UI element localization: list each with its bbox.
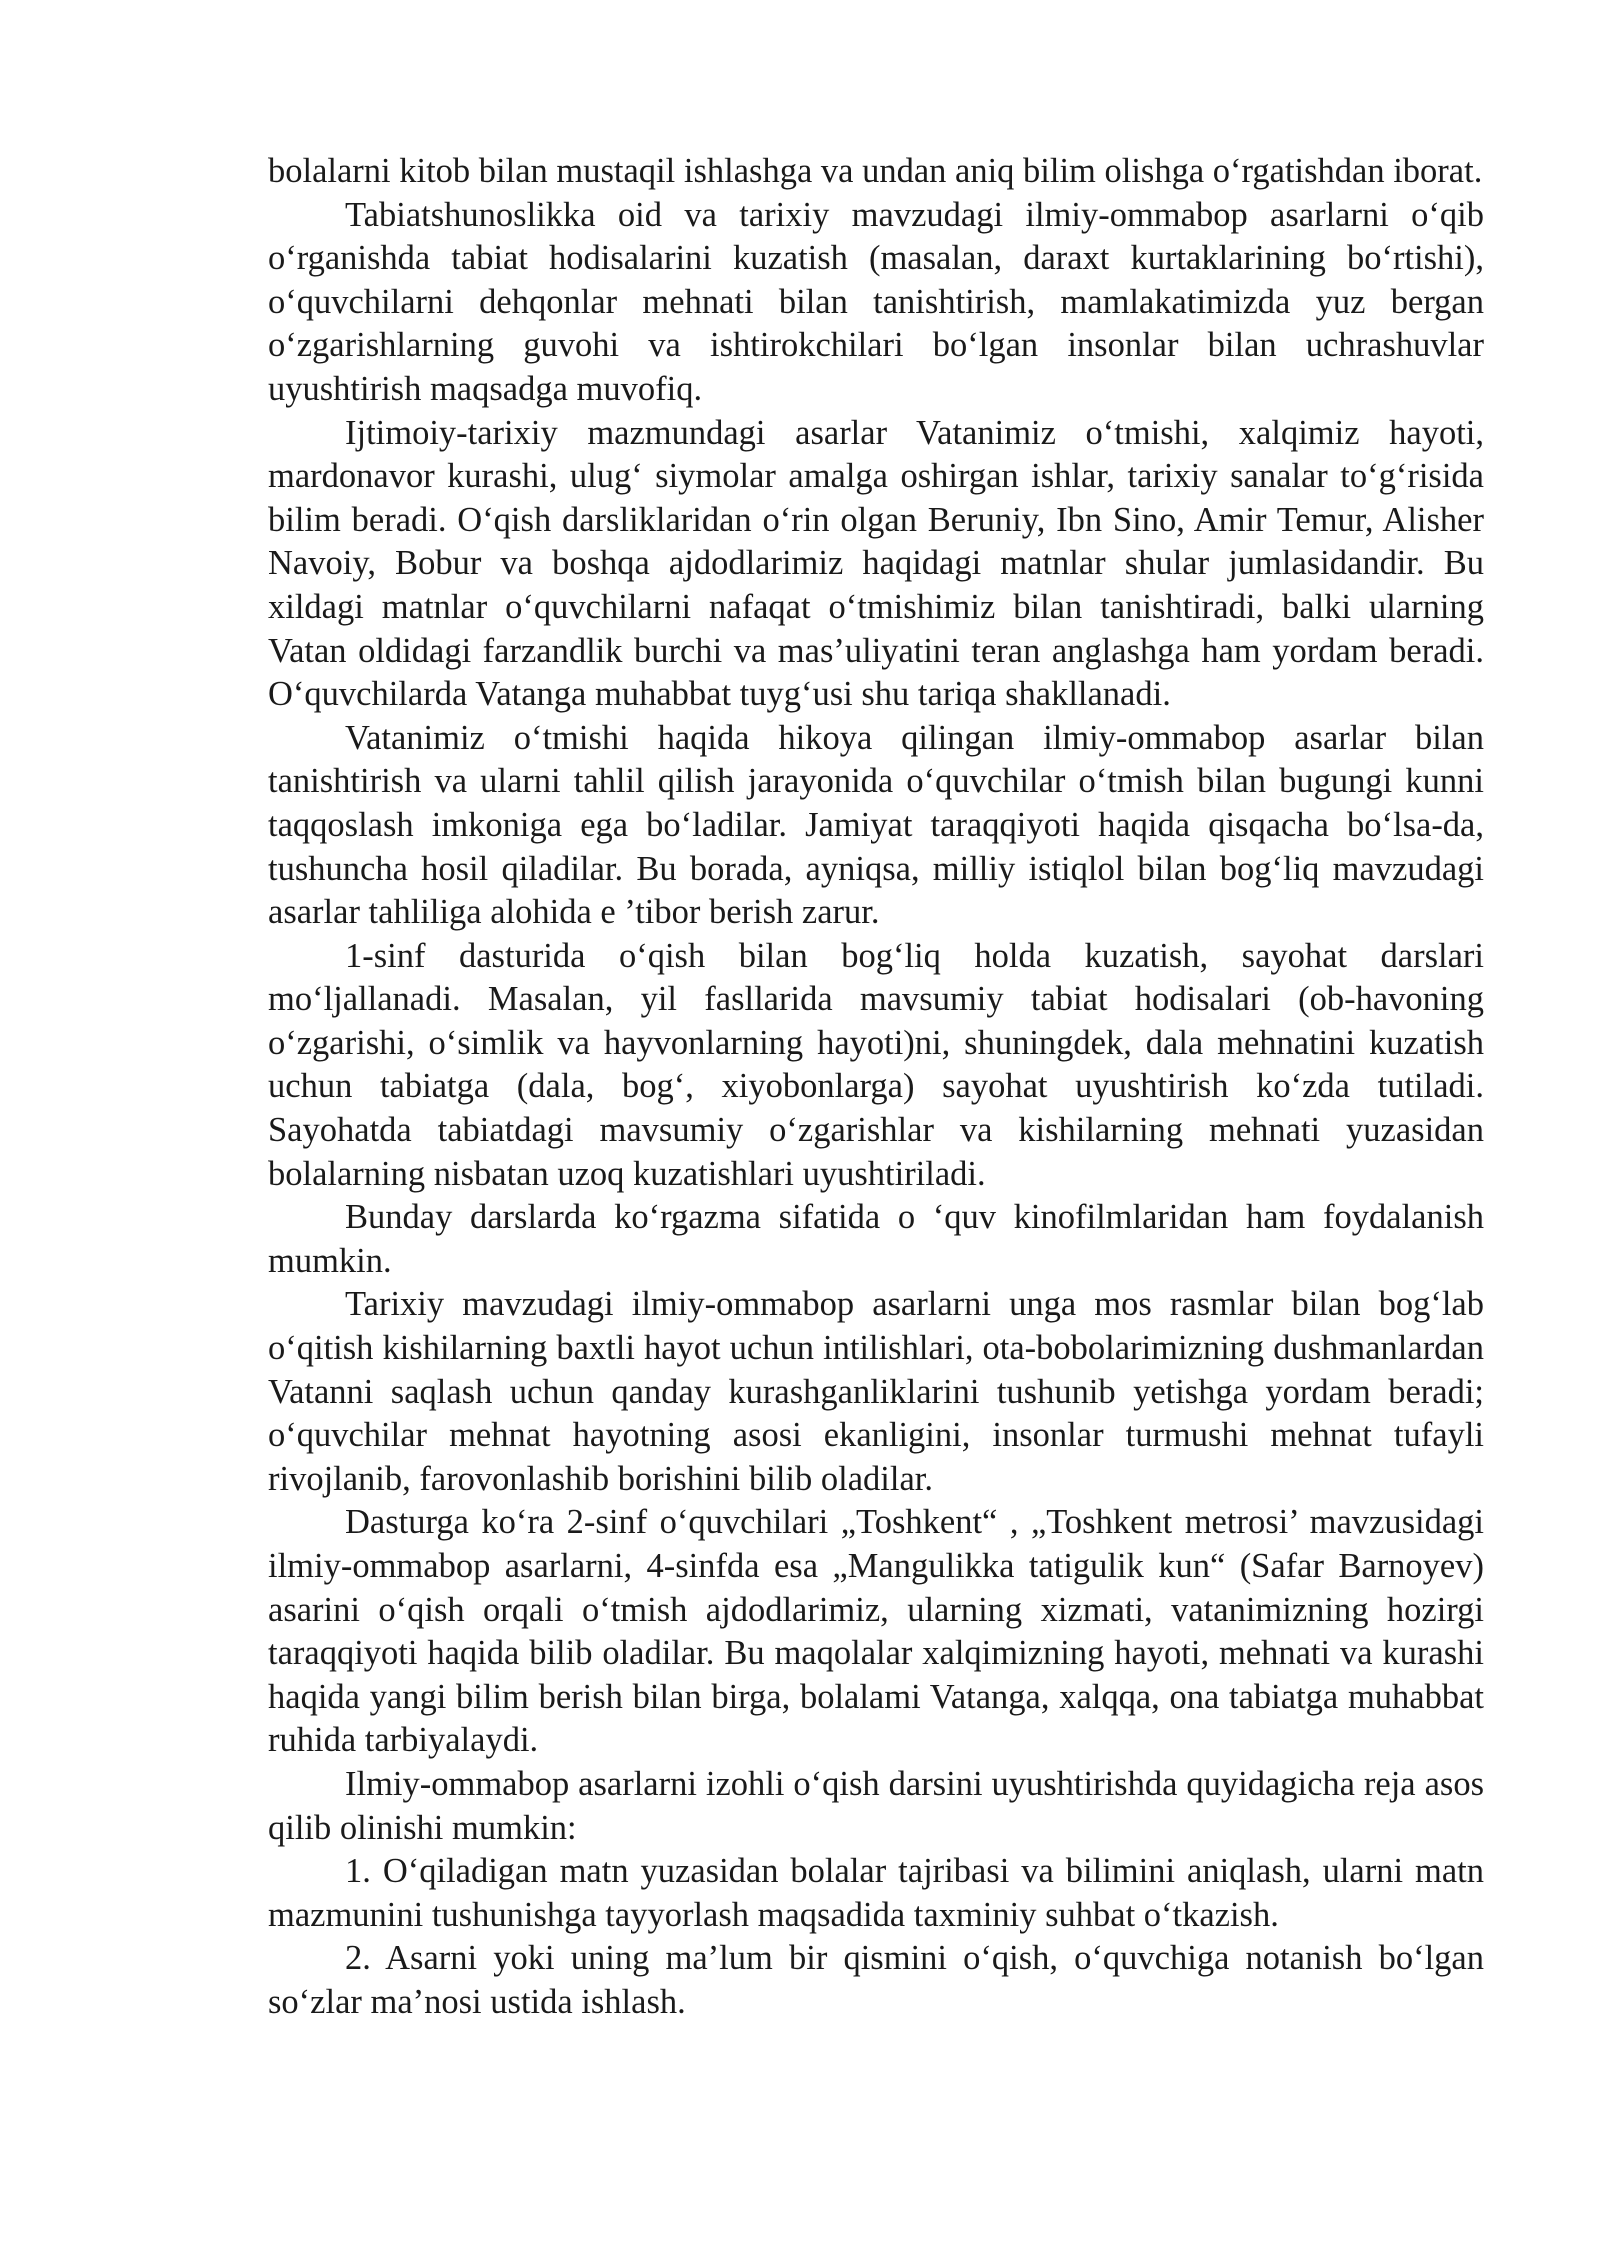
list-item-step-2: 2. Asarni yoki uning ma’lum bir qismini o‘qish, o‘quvchiga notanish bo‘lgan so‘zlar ma’nosi ustida ishlash. (268, 1939, 1484, 2021)
paragraph-socio-historical: Ijtimoiy-tarixiy mazmundagi asarlar Vatanimiz o‘tmishi, xalqimiz hayoti, mardonavor kurashi, ulug‘ siymolar amalga oshirgan ishlar, tarixiy sanalar to‘g‘risida bilim beradi. O‘qish darsliklaridan o‘rin olgan Beruniy, Ibn Sino, Amir Temur, Alisher Navoiy, Bobur va boshqa ajdodlarimiz haqidagi matnlar shular jumlasidandir. Bu xildagi matnlar o‘quvchilarni nafaqat o‘tmishimiz bilan tanishtiradi, balki ularning Vatan oldidagi farzandlik burchi va mas’uliyatini teran anglashga ham yordam beradi. O‘quvchilarda Vatanga muhabbat tuyg‘usi shu tariqa shakllanadi. (268, 413, 1484, 714)
paragraph-grade-one-program: 1-sinf dasturida o‘qish bilan bog‘liq holda kuzatish, sayohat darslari mo‘ljallanadi. Masalan, yil fasllarida mavsumiy tabiat hodisalari (ob-havoning o‘zgarishi, o‘simlik va hayvonlarning hayoti)ni, shuningdek, dala mehnatini kuzatish uchun tabiatga (dala, bog‘, xiyobonlarga) sayohat uyushtirish ko‘zda tutiladi. Sayohatda tabiatdagi mavsumiy o‘zgarishlar va kishilarning mehnati yuzasidan bolalarning nisbatan uzoq kuzatishlari uyushtiriladi. (268, 936, 1484, 1193)
paragraph-homeland-past: Vatanimiz o‘tmishi haqida hikoya qilingan ilmiy-ommabop asarlar bilan tanishtirish va ularni tahlil qilish jarayonida o‘quvchilar o‘tmish bilan bugungi kunni taqqoslash imkoniga ega bo‘ladilar. Jamiyat taraqqiyoti haqida qisqacha bo‘lsa-da, tushuncha hosil qiladilar. Bu borada, ayniqsa, milliy istiqlol bilan bog‘liq mavzudagi asarlar tahliliga alohida e ’tibor berish zarur. (268, 718, 1484, 932)
paragraph-films: Bunday darslarda ko‘rgazma sifatida o ‘quv kinofilmlaridan ham foydalanish mumkin. (268, 1198, 1484, 1280)
paragraph-program-grades: Dasturga ko‘ra 2-sinf o‘quvchilari „Toshkent“ , „Toshkent metrosi’ mavzusidagi ilmiy-ommabop asarlarni, 4-sinfda esa „Mangulikka tatigulik kun“ (Safar Barnoyev) asarini o‘qish orqali o‘tmish ajdodlarimiz, ularning xizmati, vatanimizning hozirgi taraqqiyoti haqida bilib oladilar. Bu maqolalar xalqimizning hayoti, mehnati va kurashi haqida yangi bilim berish bilan birga, bolalami Vatanga, xalqqa, ona tabiatga muhabbat ruhida tarbiyalaydi. (268, 1503, 1484, 1760)
paragraph-continuation: bolalarni kitob bilan mustaqil ishlashga va undan aniq bilim olishga o‘rgatishdan iborat. (268, 152, 1483, 190)
body-text (268, 150, 1484, 2025)
paragraph-natural-science: Tabiatshunoslikka oid va tarixiy mavzudagi ilmiy-ommabop asarlarni o‘qib o‘rganishda tabiat hodisalarini kuzatish (masalan, daraxt kurtaklarining bo‘rtishi), o‘quvchilarni dehqonlar mehnati bilan tanishtirish, mamlakatimizda yuz bergan o‘zgarishlarning guvohi va ishtirokchilari bo‘lgan insonlar bilan uchrashuvlar uyushtirish maqsadga muvofiq. (268, 195, 1484, 408)
paragraph-historical-pictures: Tarixiy mavzudagi ilmiy-ommabop asarlarni unga mos rasmlar bilan bog‘lab o‘qitish kishilarning baxtli hayot uchun intilishlari, ota-bobolarimizning dushmanlardan Vatanni saqlash uchun qanday kurashganliklarini tushunib yetishga yordam beradi; o‘quvchilar mehnat hayotning asosi ekanligini, insonlar turmushi mehnat tufayli rivojlanib, farovonlashib borishini bilib oladilar. (268, 1285, 1484, 1498)
paragraph-lesson-plan-intro: Ilmiy-ommabop asarlarni izohli o‘qish darsini uyushtirishda quyidagicha reja asos qilib olinishi mumkin: (268, 1764, 1484, 1847)
list-item-step-1: 1. O‘qiladigan matn yuzasidan bolalar tajribasi va bilimini aniqlash, ularni matn mazmunini tushunishga tayyorlash maqsadida taxminiy suhbat o‘tkazish. (268, 1852, 1484, 1934)
